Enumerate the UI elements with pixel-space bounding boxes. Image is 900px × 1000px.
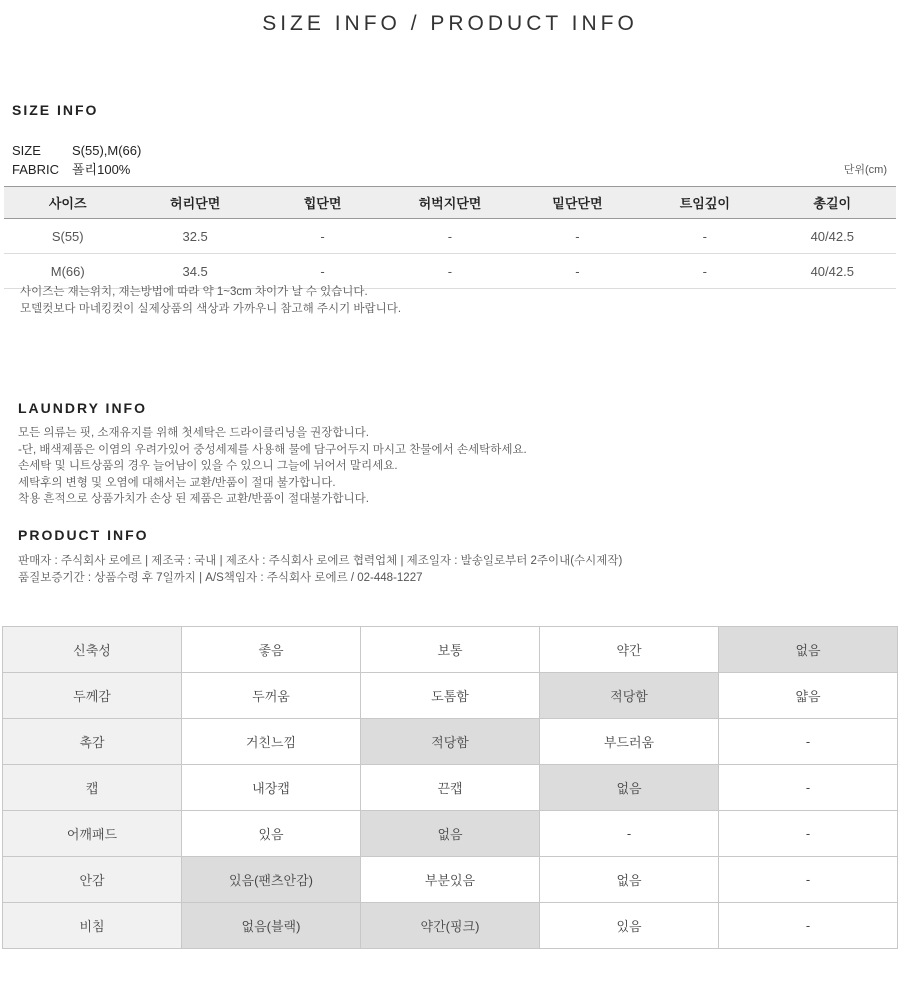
laundry-info-heading: LAUNDRY INFO bbox=[18, 400, 147, 416]
attribute-option: 없음(블랙) bbox=[182, 903, 361, 949]
attribute-option: - bbox=[719, 719, 898, 765]
attribute-option: 끈캡 bbox=[361, 765, 540, 811]
attribute-row bbox=[3, 903, 898, 949]
product-notes bbox=[18, 553, 622, 586]
attribute-label: 안감 bbox=[3, 857, 182, 903]
attribute-option: 도톰함 bbox=[361, 673, 540, 719]
attribute-label: 어깨패드 bbox=[3, 811, 182, 857]
size-column-header: 사이즈 bbox=[4, 187, 131, 219]
size-note: 모델컷보다 마네킹컷이 실제상품의 색상과 가까우니 참고해 주시기 바랍니다. bbox=[20, 302, 402, 315]
size-note: 사이즈는 재는위치, 재는방법에 따라 약 1~3cm 차이가 날 수 있습니다. bbox=[20, 286, 368, 298]
size-cell: 32.5 bbox=[131, 219, 258, 254]
attribute-option: - bbox=[719, 765, 898, 811]
size-row bbox=[4, 219, 896, 254]
attribute-label: 캡 bbox=[3, 765, 182, 811]
attribute-option: 약간(핑크) bbox=[361, 903, 540, 949]
attribute-option: 적당함 bbox=[540, 673, 719, 719]
attribute-option: 내장캡 bbox=[182, 765, 361, 811]
size-info-heading: SIZE INFO bbox=[12, 102, 99, 118]
size-table bbox=[4, 186, 896, 289]
size-spec-row bbox=[12, 143, 141, 158]
size-column-header: 허벅지단면 bbox=[386, 187, 513, 219]
size-value: S(55),M(66) bbox=[72, 143, 142, 158]
attribute-option: - bbox=[719, 811, 898, 857]
size-cell: 40/42.5 bbox=[769, 254, 896, 289]
attribute-option: 없음 bbox=[719, 627, 898, 673]
size-cell: - bbox=[259, 254, 386, 289]
unit-label: 단위(cm) bbox=[843, 164, 887, 176]
size-cell: 40/42.5 bbox=[769, 219, 896, 254]
attribute-option: - bbox=[719, 903, 898, 949]
size-cell: - bbox=[641, 219, 768, 254]
attribute-option: 없음 bbox=[540, 765, 719, 811]
size-cell: - bbox=[514, 219, 641, 254]
size-cell: - bbox=[386, 254, 513, 289]
size-column-header: 총길이 bbox=[769, 187, 896, 219]
product-line: 품질보증기간 : 상품수령 후 7일까지 | A/S책임자 : 주식회사 로에르 / 02-448-1227 bbox=[18, 571, 423, 584]
attribute-label: 신축성 bbox=[3, 627, 182, 673]
attribute-label: 촉감 bbox=[3, 719, 182, 765]
attribute-label: 두께감 bbox=[3, 673, 182, 719]
fabric-value: 폴리100% bbox=[72, 162, 131, 177]
attribute-option: 얇음 bbox=[719, 673, 898, 719]
size-cell: - bbox=[641, 254, 768, 289]
size-column-header: 허리단면 bbox=[131, 187, 258, 219]
laundry-notes bbox=[18, 425, 527, 508]
laundry-line: 세탁후의 변형 및 오염에 대해서는 교환/반품이 절대 불가합니다. bbox=[18, 476, 336, 489]
attribute-table bbox=[2, 626, 898, 949]
attribute-option: 좋음 bbox=[182, 627, 361, 673]
attribute-option: 없음 bbox=[540, 857, 719, 903]
attribute-option: 있음(팬츠안감) bbox=[182, 857, 361, 903]
product-line: 판매자 : 주식회사 로에르 | 제조국 : 국내 | 제조사 : 주식회사 로에르 협력업체 | 제조일자 : 발송일로부터 2주이내(수시제작) bbox=[18, 555, 623, 567]
attribute-option: 두꺼움 bbox=[182, 673, 361, 719]
attribute-option: 부분있음 bbox=[361, 857, 540, 903]
size-column-header: 힙단면 bbox=[259, 187, 386, 219]
size-table-header bbox=[4, 187, 896, 219]
page-title: SIZE INFO / PRODUCT INFO bbox=[262, 12, 638, 35]
size-cell: S(55) bbox=[4, 219, 131, 254]
attribute-option: 있음 bbox=[540, 903, 719, 949]
attribute-option: - bbox=[719, 857, 898, 903]
size-column-header: 밑단단면 bbox=[514, 187, 641, 219]
attribute-row bbox=[3, 765, 898, 811]
attribute-row bbox=[3, 811, 898, 857]
fabric-key: FABRIC bbox=[12, 162, 59, 177]
size-cell: - bbox=[514, 254, 641, 289]
attribute-option: 거친느낌 bbox=[182, 719, 361, 765]
attribute-option: 없음 bbox=[361, 811, 540, 857]
attribute-option: 있음 bbox=[182, 811, 361, 857]
attribute-option: 약간 bbox=[540, 627, 719, 673]
product-info-heading: PRODUCT INFO bbox=[18, 527, 149, 543]
attribute-option: - bbox=[540, 811, 719, 857]
attribute-option: 보통 bbox=[361, 627, 540, 673]
attribute-row bbox=[3, 719, 898, 765]
size-column-header: 트임깊이 bbox=[641, 187, 768, 219]
size-notes bbox=[20, 284, 401, 317]
attribute-label: 비침 bbox=[3, 903, 182, 949]
size-cell: M(66) bbox=[4, 254, 131, 289]
size-cell: - bbox=[386, 219, 513, 254]
laundry-line: 손세탁 및 니트상품의 경우 늘어남이 있을 수 있으니 그늘에 뉘어서 말리세요. bbox=[18, 460, 398, 472]
size-key: SIZE bbox=[12, 143, 41, 158]
attribute-row bbox=[3, 627, 898, 673]
attribute-option: 적당함 bbox=[361, 719, 540, 765]
laundry-line: 착용 흔적으로 상품가치가 손상 된 제품은 교환/반품이 절대불가합니다. bbox=[18, 493, 369, 505]
attribute-row bbox=[3, 857, 898, 903]
fabric-spec-row bbox=[12, 159, 130, 178]
attribute-option: 부드러움 bbox=[540, 719, 719, 765]
attribute-row bbox=[3, 673, 898, 719]
size-cell: - bbox=[259, 219, 386, 254]
laundry-line: 모든 의류는 핏, 소재유지를 위해 첫세탁은 드라이클리닝을 권장합니다. bbox=[18, 427, 369, 439]
size-cell: 34.5 bbox=[131, 254, 258, 289]
laundry-line: -단, 배색제품은 이염의 우려가있어 중성세제를 사용해 물에 담구어두지 마시고 찬물에서 손세탁하세요. bbox=[18, 443, 527, 456]
